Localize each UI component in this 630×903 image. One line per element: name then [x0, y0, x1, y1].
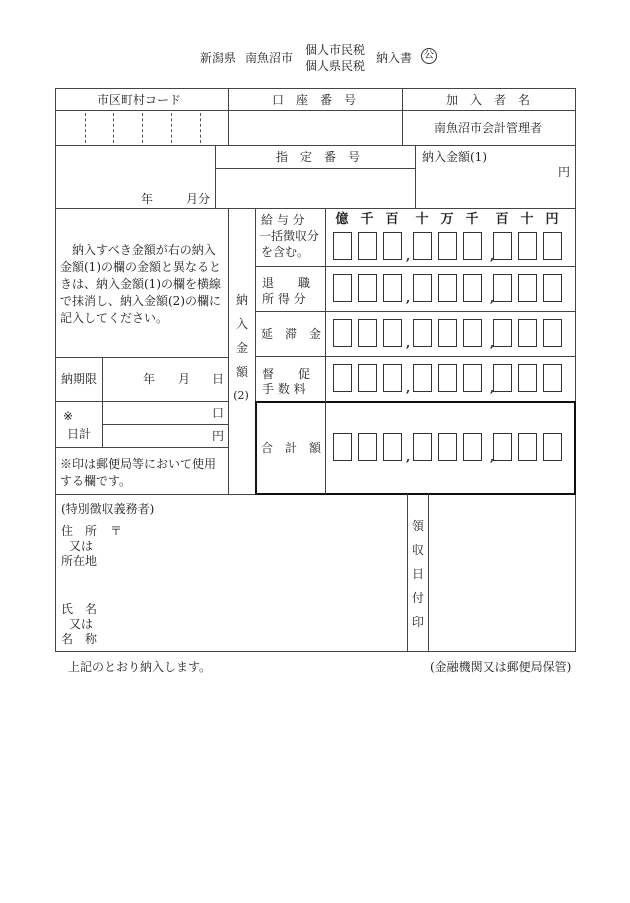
- salary-digit-cell[interactable]: [438, 232, 457, 260]
- total-digit-cell[interactable]: [413, 433, 432, 461]
- total-label: 合 計 額: [261, 441, 322, 455]
- account-number-input[interactable]: [229, 111, 401, 144]
- retirement-digit-cell[interactable]: [413, 274, 432, 302]
- fee-comma-0: ,: [406, 381, 411, 395]
- fee-label-2: 手 数 料: [262, 382, 306, 396]
- retirement-digit-cell[interactable]: [518, 274, 537, 302]
- total-digit-cell[interactable]: [493, 433, 512, 461]
- retirement-digit-cell[interactable]: [438, 274, 457, 302]
- total-digit-cell[interactable]: [543, 433, 562, 461]
- total-digit-cell[interactable]: [383, 433, 402, 461]
- deadline-year: 年: [143, 372, 156, 386]
- name-input[interactable]: [105, 598, 403, 648]
- fee-digit-cell[interactable]: [333, 364, 352, 392]
- digit-header-3: 十: [415, 212, 429, 227]
- retirement-comma-0: ,: [406, 291, 411, 305]
- retirement-digit-cell[interactable]: [333, 274, 352, 302]
- salary-digit-cell[interactable]: [518, 232, 537, 260]
- delinquency-digit-cell[interactable]: [543, 319, 562, 347]
- delinquency-comma-0: ,: [406, 336, 411, 350]
- deadline-month: 月: [178, 372, 191, 386]
- digit-header-8: 円: [545, 212, 559, 227]
- month-portion-label: 月分: [186, 192, 211, 206]
- location-label: 所在地: [61, 554, 98, 568]
- delinquency-digit-cell[interactable]: [333, 319, 352, 347]
- salary-label-3: を含む。: [261, 245, 310, 259]
- footer-statement: 上記のとおり納入します。: [68, 660, 212, 674]
- address-input[interactable]: [125, 520, 403, 575]
- fee-digit-cell[interactable]: [358, 364, 377, 392]
- fee-digit-cell[interactable]: [518, 364, 537, 392]
- tax-type-municipal: 個人市民税: [305, 43, 366, 57]
- fee-comma-1: ,: [490, 381, 495, 395]
- fee-digit-cell[interactable]: [463, 364, 482, 392]
- total-digit-cell[interactable]: [438, 433, 457, 461]
- designated-number-input[interactable]: [216, 169, 414, 207]
- yen-unit: 円: [212, 429, 225, 443]
- salary-digit-cell[interactable]: [543, 232, 562, 260]
- total-comma-0: ,: [406, 450, 411, 464]
- delinquency-label: 延 滞 金: [261, 327, 322, 341]
- digit-header-1: 千: [360, 212, 374, 227]
- amount1-label: 納入金額(1): [422, 150, 487, 164]
- delinquency-comma-1: ,: [490, 336, 495, 350]
- retirement-digit-cell[interactable]: [383, 274, 402, 302]
- fee-digit-cell[interactable]: [383, 364, 402, 392]
- delinquency-digit-cell[interactable]: [413, 319, 432, 347]
- form-title: 納入書: [376, 51, 413, 65]
- retirement-digit-cell[interactable]: [543, 274, 562, 302]
- obligor-title: (特別徴収義務者): [61, 502, 155, 516]
- account-number-label: 口 座 番 号: [272, 93, 357, 107]
- retirement-digit-cell[interactable]: [493, 274, 512, 302]
- delinquency-digit-cell[interactable]: [358, 319, 377, 347]
- daily-total-label: 日計: [67, 427, 92, 441]
- receipt-stamp-label: 領 収 日 付 印: [411, 519, 424, 629]
- salary-label-2: 一括徴収分: [259, 229, 320, 243]
- tax-type-prefectural: 個人県民税: [305, 59, 366, 73]
- instruction-note: 納入すべき金額が右の納入金額(1)の欄の金額と異なるときは、納入金額(1)の欄を横線で抹消し、納入金額(2)の欄に記入してください。: [60, 243, 221, 325]
- retirement-digit-cell[interactable]: [463, 274, 482, 302]
- kome-mark: ※: [63, 409, 74, 423]
- digit-header-4: 万: [440, 212, 454, 227]
- retirement-comma-1: ,: [490, 291, 495, 305]
- or-label: 又は: [69, 539, 94, 553]
- deadline-day: 日: [212, 372, 225, 386]
- salary-digit-cell[interactable]: [333, 232, 352, 260]
- name-label: 氏 名: [61, 602, 98, 616]
- municipality-code-label: 市区町村コード: [97, 93, 182, 107]
- delinquency-digit-cell[interactable]: [493, 319, 512, 347]
- amount2-vertical-label: 納 入 金 額 (2): [233, 293, 249, 402]
- digit-header-5: 千: [465, 212, 479, 227]
- kome-note: ※印は郵便局等において使用する欄です。: [60, 457, 217, 488]
- address-label: 住 所: [61, 524, 98, 538]
- total-digit-cell[interactable]: [463, 433, 482, 461]
- entity-label: 名 称: [61, 632, 98, 646]
- digit-header-2: 百: [385, 212, 399, 227]
- digit-header-6: 百: [495, 212, 509, 227]
- salary-digit-cell[interactable]: [413, 232, 432, 260]
- retire-label-2: 所 得 分: [262, 292, 306, 306]
- subscriber-name-label: 加 入 者 名: [446, 93, 531, 107]
- digit-header-7: 十: [520, 212, 534, 227]
- retire-label-1: 退 職: [262, 276, 311, 290]
- total-comma-1: ,: [490, 450, 495, 464]
- salary-comma-1: ,: [490, 249, 495, 263]
- subscriber-name-value: 南魚沼市会計管理者: [434, 121, 543, 135]
- or-label-2: 又は: [69, 617, 94, 631]
- receipt-stamp-area[interactable]: [430, 496, 574, 650]
- footer-custody: (金融機関又は郵便局保管): [430, 660, 572, 674]
- seal-mark: 公: [424, 50, 434, 61]
- total-digit-cell[interactable]: [333, 433, 352, 461]
- deadline-label: 納期限: [61, 372, 98, 386]
- amount1-yen: 円: [558, 165, 571, 179]
- salary-digit-cell[interactable]: [358, 232, 377, 260]
- salary-digit-cell[interactable]: [463, 232, 482, 260]
- delinquency-digit-cell[interactable]: [383, 319, 402, 347]
- fee-digit-cell[interactable]: [493, 364, 512, 392]
- salary-digit-cell[interactable]: [493, 232, 512, 260]
- fee-digit-cell[interactable]: [413, 364, 432, 392]
- digit-header-0: 億: [335, 212, 349, 227]
- postal-mark: 〒: [110, 524, 123, 538]
- fee-digit-cell[interactable]: [438, 364, 457, 392]
- fee-label-1: 督 促: [262, 367, 311, 381]
- total-digit-cell[interactable]: [358, 433, 377, 461]
- count-unit: 口: [212, 406, 225, 420]
- delinquency-digit-cell[interactable]: [438, 319, 457, 347]
- delinquency-digit-cell[interactable]: [518, 319, 537, 347]
- salary-label-1: 給 与 分: [261, 213, 305, 227]
- city-name: 南魚沼市: [245, 51, 294, 65]
- municipality-code-input[interactable]: [57, 111, 227, 144]
- year-label: 年: [141, 192, 154, 206]
- retirement-digit-cell[interactable]: [358, 274, 377, 302]
- salary-comma-0: ,: [406, 249, 411, 263]
- amount1-input[interactable]: [416, 165, 554, 205]
- prefecture: 新潟県: [200, 51, 237, 65]
- total-digit-cell[interactable]: [518, 433, 537, 461]
- salary-digit-cell[interactable]: [383, 232, 402, 260]
- fee-digit-cell[interactable]: [543, 364, 562, 392]
- seal-circle-icon: [421, 48, 437, 64]
- designated-number-label: 指 定 番 号: [276, 150, 361, 164]
- delinquency-digit-cell[interactable]: [463, 319, 482, 347]
